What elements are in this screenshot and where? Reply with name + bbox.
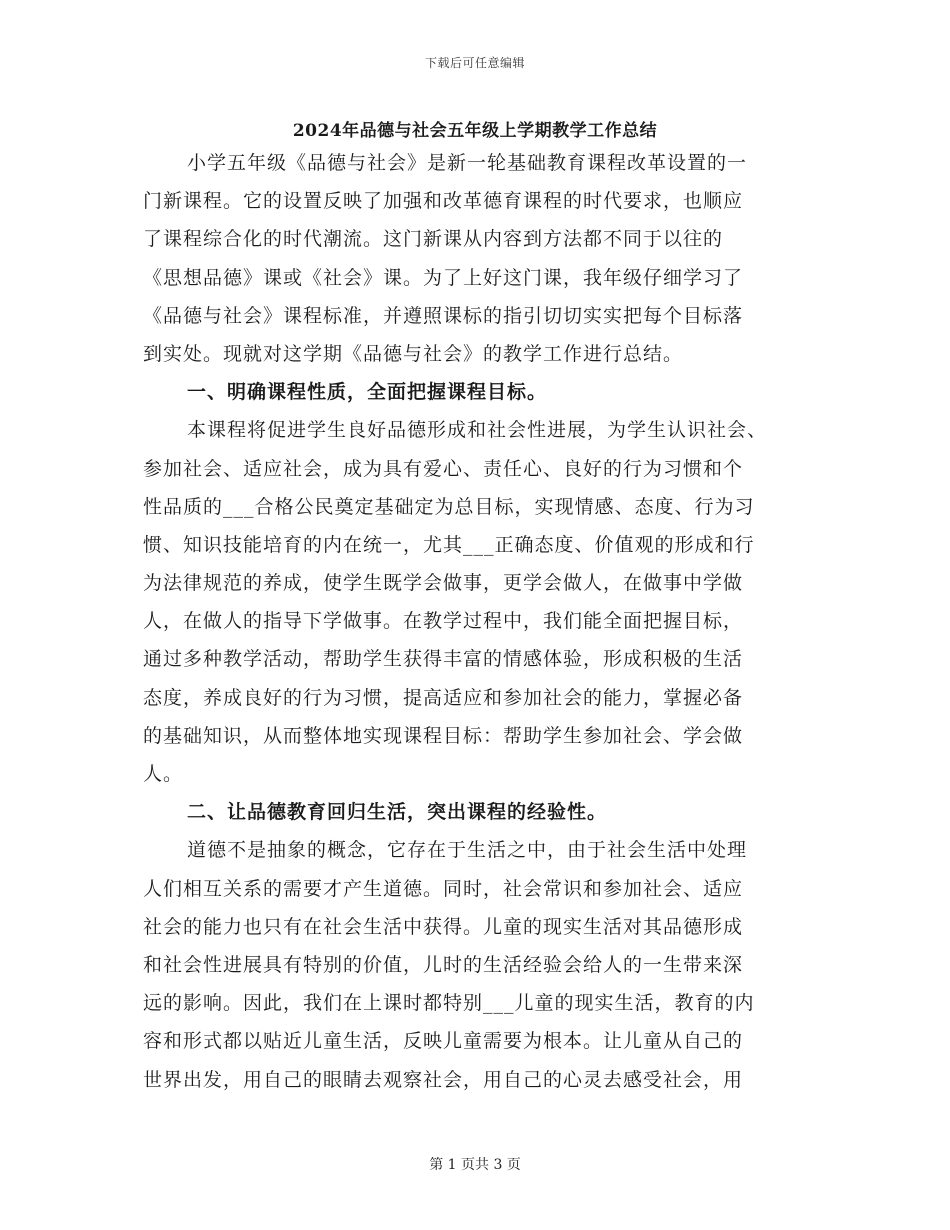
section-heading-1: 一、明确课程性质，全面把握课程目标。 [187,381,548,404]
paragraph-line: 《品德与社会》课程标准，并遵照课标的指引切切实实把每个目标落 [143,304,744,327]
paragraph-line: 道德不是抽象的概念，它存在于生活之中，由于社会生活中处理 [187,839,748,862]
page-number-footer: 第 1 页共 3 页 [429,1157,521,1173]
paragraph-line: 人们相互关系的需要才产生道德。同时，社会常识和参加社会、适应 [143,877,744,900]
paragraph-line: 远的影响。因此，我们在上课时都特别___儿童的现实生活，教育的内 [143,992,755,1015]
paragraph-line: 门新课程。它的设置反映了加强和改革德育课程的时代要求，也顺应 [143,190,744,213]
paragraph-line: 人，在做人的指导下学做事。在教学过程中，我们能全面把握目标， [143,610,744,633]
paragraph-line: 态度，养成良好的行为习惯，提高适应和参加社会的能力，掌握必备 [143,686,744,709]
paragraph-line: 到实处。现就对这学期《品德与社会》的教学工作进行总结。 [143,342,684,365]
paragraph-line: 了课程综合化的时代潮流。这门新课从内容到方法都不同于以往的 [143,228,724,251]
paragraph-line: 参加社会、适应社会，成为具有爱心、责任心、良好的行为习惯和个 [143,457,744,480]
paragraph-line: 通过多种教学活动，帮助学生获得丰富的情感体验，形成积极的生活 [143,648,744,671]
paragraph-line: 社会的能力也只有在社会生活中获得。儿童的现实生活对其品德形成 [143,915,744,938]
paragraph-line: 性品质的___合格公民奠定基础定为总目标，实现情感、态度、行为习 [143,495,755,518]
paragraph-line: 《思想品德》课或《社会》课。为了上好这门课，我年级仔细学习了 [143,266,744,289]
paragraph-line: 小学五年级《品德与社会》是新一轮基础教育课程改革设置的一 [187,152,748,174]
paragraph-line: 容和形式都以贴近儿童生活，反映儿童需要为根本。让儿童从自己的 [143,1030,744,1053]
header-note: 下载后可任意编辑 [424,56,525,70]
paragraph-line: 和社会性进展具有特别的价值，儿时的生活经验会给人的一生带来深 [143,953,744,976]
paragraph-line: 的基础知识，从而整体地实现课程目标：帮助学生参加社会、学会做 [143,724,744,747]
paragraph-line: 人。 [143,763,184,785]
document-body [143,144,808,1099]
paragraph-line: 为法律规范的养成，使学生既学会做事，更学会做人，在做事中学做 [143,572,744,595]
paragraph-line: 本课程将促进学生良好品德形成和社会性进展，为学生认识社会、 [187,419,768,442]
paragraph-line: 惯、知识技能培育的内在统一，尤其___正确态度、价值观的形成和行 [143,533,755,556]
section-heading-2: 二、让品德教育回归生活，突出课程的经验性。 [187,801,608,824]
document-title: 2024年品德与社会五年级上学期教学工作总结 [292,121,658,141]
paragraph-line: 世界出发，用自己的眼睛去观察社会，用自己的心灵去感受社会，用 [143,1068,744,1091]
